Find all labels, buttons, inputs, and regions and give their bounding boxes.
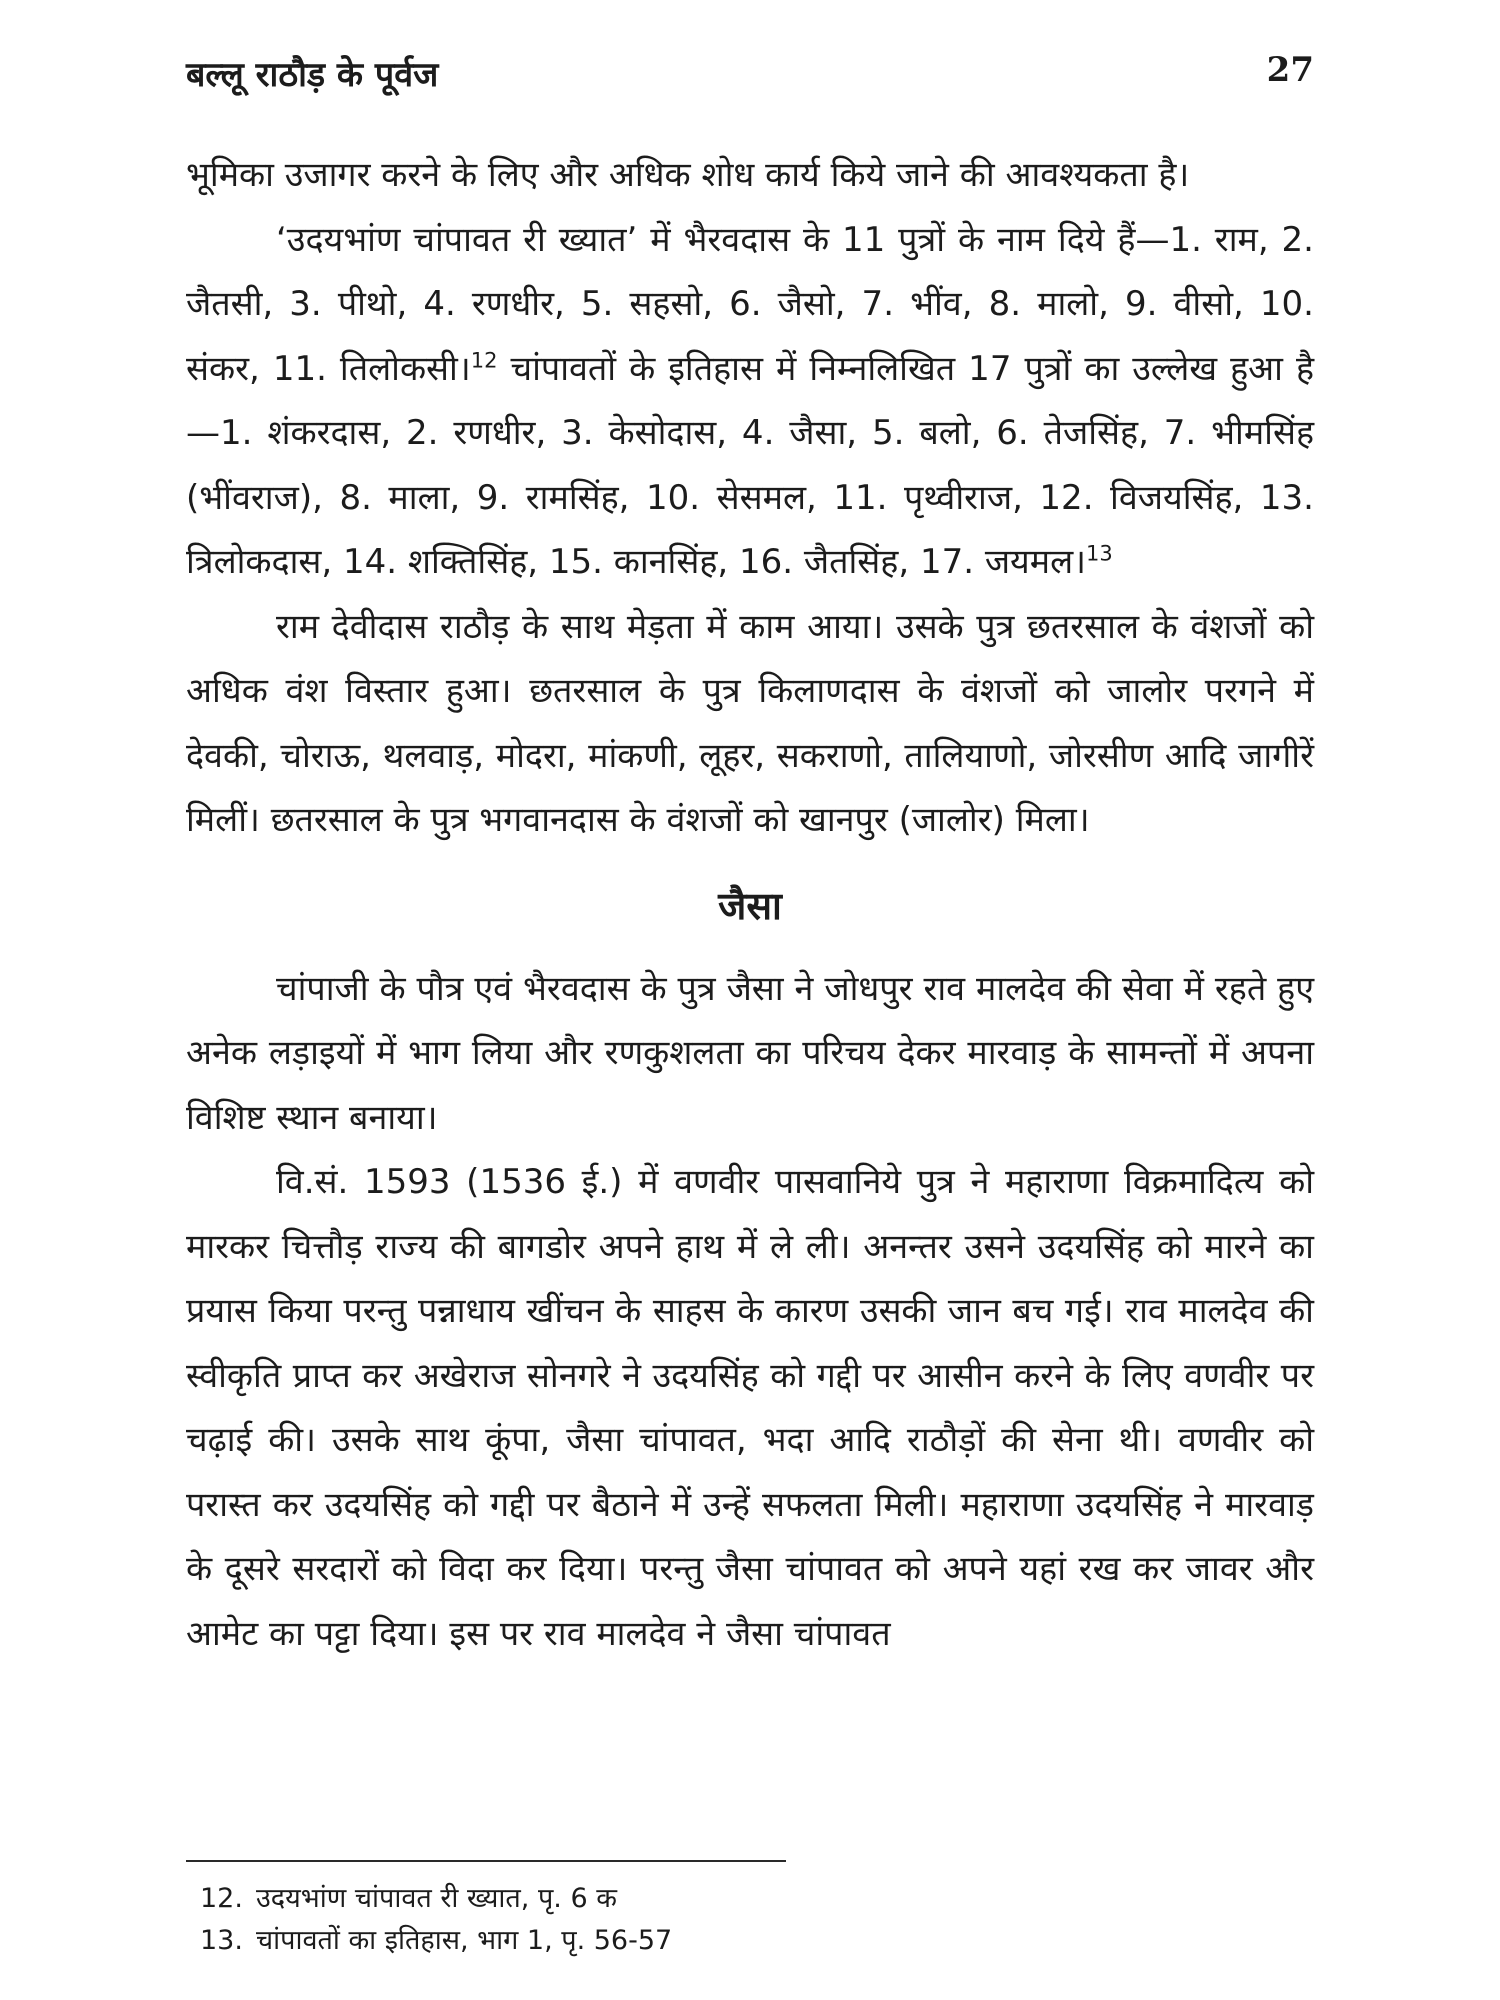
paragraph-vanveer: वि.सं. 1593 (1536 ई.) में वणवीर पासवानिये पुत्र ने महाराणा विक्रमादित्य को मारकर चित्तौड़ राज्य की बागडोर अपने हाथ में ले ली। अनन्तर उसने उदयसिंह को मारने का प्रयास किया परन्तु पन्नाधाय खींचन के साहस के कारण उसकी जान बच गई। राव मालदेव की स्वीकृति प्राप्त कर अखेराज सोनगरे ने उदयसिंह को गद्दी पर आसीन करने के लिए वणवीर पर चढ़ाई की। उसके साथ कूंपा, जैसा चांपावत, भदा आदि राठौड़ों की सेना थी। वणवीर को परास्त कर उदयसिंह को गद्दी पर बैठाने में उन्हें सफलता मिली। महाराणा उदयसिंह ने मारवाड़ के दूसरे सरदारों को विदा कर दिया। परन्तु जैसा चांपावत को अपने यहां रख कर जावर और आमेट का पट्टा दिया। इस पर राव मालदेव ने जैसा चांपावत <box>186 1162 1314 1654</box>
body-text <box>186 143 1314 1666</box>
paragraph-continued: भूमिका उजागर करने के लिए और अधिक शोध कार्य किये जाने की आवश्यकता है। <box>186 155 1190 195</box>
footnote-divider <box>186 1860 786 1862</box>
page-header <box>186 50 1314 110</box>
paragraph-text: चांपावतों के इतिहास में निम्नलिखित 17 पुत्रों का उल्लेख हुआ है—1. शंकरदास, 2. रणधीर, 3. केसोदास, 4. जैसा, 5. बलो, 6. तेजसिंह, 7. भीमसिंह (भींवराज), 8. माला, 9. रामसिंह, 10. सेसमल, 11. पृथ्वीराज, 12. विजयसिंह, 13. त्रिलोकदास, 14. शक्तिसिंह, 15. कानसिंह, 16. जैतसिंह, 17. जयमल। <box>186 348 1314 582</box>
footnote-text: उदयभांण चांपावत री ख्यात, पृ. 6 क <box>256 1883 617 1914</box>
page-number: 27 <box>1266 50 1314 90</box>
paragraph-sons-list <box>186 208 1314 595</box>
paragraph-jaisa-intro: चांपाजी के पौत्र एवं भैरवदास के पुत्र जैसा ने जोधपुर राव मालदेव की सेवा में रहते हुए अनेक लड़ाइयों में भाग लिया और रणकुशलता का परिचय देकर मारवाड़ के सामन्तों में अपना विशिष्ट स्थान बनाया। <box>186 968 1314 1138</box>
footnotes <box>200 1878 672 1962</box>
footnote-number: 12. <box>200 1883 243 1914</box>
paragraph-text: ‘उदयभांण चांपावत री ख्यात’ में भैरवदास के 11 पुत्रों के नाम दिये हैं—1. राम, 2. जैतसी, 3. पीथो, 4. रणधीर, 5. सहसो, 6. जैसो, 7. भींव, 8. मालो, 9. वीसो, 10. संकर, 11. तिलोकसी। <box>186 219 1314 389</box>
footnote-text: चांपावतों का इतिहास, भाग 1, पृ. 56-57 <box>256 1925 673 1956</box>
footnote-number: 13. <box>200 1925 243 1956</box>
footnote-item <box>200 1920 672 1962</box>
section-heading: जैसा <box>718 883 782 928</box>
paragraph-ram: राम देवीदास राठौड़ के साथ मेड़ता में काम आया। उसके पुत्र छतरसाल के वंशजों को अधिक वंश विस्तार हुआ। छतरसाल के पुत्र किलाणदास के वंशजों को जालोर परगने में देवकी, चोराऊ, थलवाड़, मोदरा, मांकणी, लूहर, सकराणो, तालियाणो, जोरसीण आदि जागीरें मिलीं। छतरसाल के पुत्र भगवानदास के वंशजों को खानपुर (जालोर) मिला। <box>186 606 1314 840</box>
footnote-ref-13: 13 <box>1086 541 1113 566</box>
footnote-item <box>200 1878 672 1920</box>
footnote-ref-12: 12 <box>470 348 498 373</box>
running-title: बल्लू राठौड़ के पूर्वज <box>186 55 439 95</box>
